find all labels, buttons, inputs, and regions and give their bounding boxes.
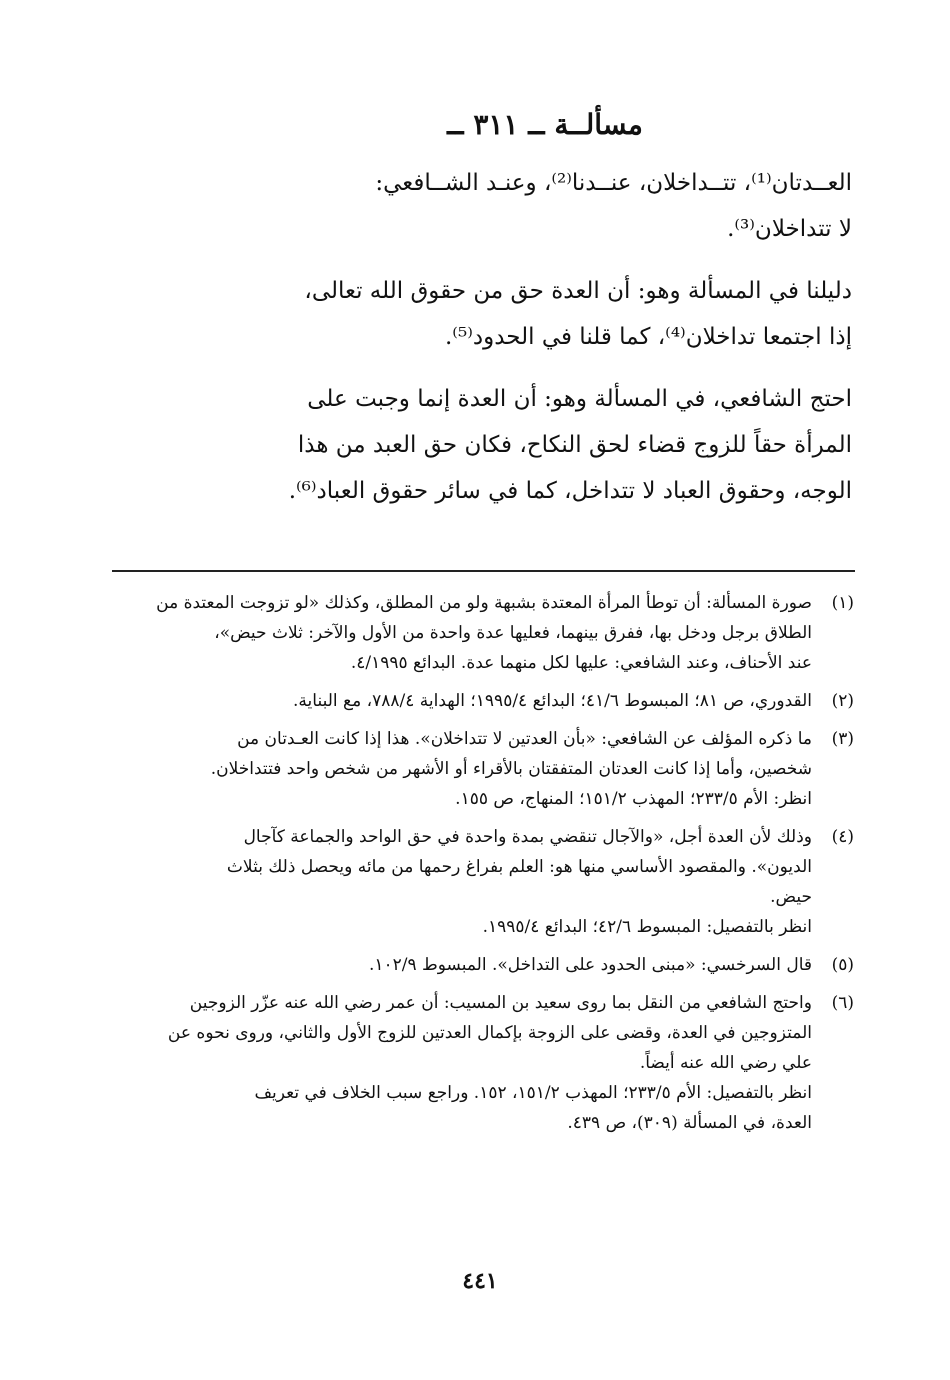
text-line: لا تتداخلان⁽³⁾. — [727, 216, 852, 242]
footnote-line: القدوري، ص ٨١؛ المبسوط ٤١/٦؛ البدائع ١٩٩٥/٤؛ الهداية ٧٨٨/٤، مع البناية. — [293, 691, 812, 711]
footnote-line: عند الأحناف، وعند الشافعي: عليها لكل منهما عدة. البدائع ٤/١٩٩٥. — [350, 653, 812, 673]
footnote-line: حيض. — [770, 887, 812, 907]
text-line: إذا اجتمعا تداخلان⁽⁴⁾، كما قلنا في الحدود⁽⁵⁾. — [445, 324, 852, 350]
text-line: دليلنا في المسألة وهو: أن العدة حق من حقوق الله تعالى، — [304, 278, 852, 304]
footnotes — [104, 588, 854, 1146]
paragraph-1 — [262, 160, 852, 252]
footnote-2 — [104, 686, 854, 716]
footnote-number: (٥) — [831, 955, 854, 975]
footnote-line: ما ذكره المؤلف عن الشافعي: «بأن العدتين لا تتداخلان». هذا إذا كانت العـدتان من — [237, 729, 812, 749]
footnote-number: (٢) — [831, 691, 854, 711]
text-line: المرأة حقاً للزوج قضاء لحق النكاح، فكان حق العبد من هذا — [297, 432, 852, 458]
footnote-line: وذلك لأن العدة أجل، «والآجال تنقضي بمدة واحدة في حق الواحد والجماعة كآجال — [243, 827, 812, 847]
footnote-line: المتزوجين في العدة، وقضى على الزوجة بإكمال العدتين للزوج الأول والثاني، وروى نحوه عن — [167, 1023, 812, 1043]
footnote-line: العدة، في المسألة (٣٠٩)، ص ٤٣٩. — [567, 1113, 812, 1133]
footnote-line: شخصين، وأما إذا كانت العدتان المتفقتان بالأقراء أو الأشهر من شخص واحد فتتداخلان. — [210, 759, 812, 779]
footnote-number: (٤) — [831, 827, 854, 847]
footnote-number: (٦) — [831, 993, 854, 1013]
footnote-3 — [104, 724, 854, 814]
paragraph-3 — [262, 376, 852, 514]
page-number: ٤٤١ — [462, 1268, 498, 1294]
footnote-line: علي رضي الله عنه أيضاً. — [639, 1053, 812, 1073]
footnote-line: الطلاق برجل ودخل بها، ففرق بينهما، فعليها عدة واحدة من الأول والآخر: ثلاث حيض»، — [214, 623, 812, 643]
footnote-number: (١) — [831, 593, 854, 613]
text-line: الوجه، وحقوق العباد لا تتداخل، كما في سائر حقوق العباد⁽⁶⁾. — [288, 478, 852, 504]
footnote-line: انظر بالتفصيل: الأم ٢٣٣/٥؛ المهذب ١٥١/٢، ١٥٢. وراجع سبب الخلاف في تعريف — [254, 1083, 812, 1103]
footnote-line: الديون». والمقصود الأساسي منها هو: العلم بفراغ رحمها من مائه ويحصل ذلك بثلاث — [226, 857, 812, 877]
footnote-1 — [104, 588, 854, 678]
footnote-line: صورة المسألة: أن توطأ المرأة المعتدة بشبهة ولو من المطلق، وكذلك «لو تزوجت المعتدة من — [156, 593, 812, 613]
text-line: العــدتان⁽¹⁾، تتــداخلان، عنــدنا⁽²⁾، وعنـد الشــافعي: — [375, 170, 852, 196]
footnote-line: واحتج الشافعي من النقل بما روى سعيد بن المسيب: أن عمر رضي الله عنه عزّر الزوجين — [189, 993, 812, 1013]
footnote-line: قال السرخسي: «مبنى الحدود على التداخل». المبسوط ١٠٢/٩. — [368, 955, 812, 975]
footnote-line: انظر: الأم ٢٣٣/٥؛ المهذب ١٥١/٢؛ المنهاج، ص ١٥٥. — [455, 789, 812, 809]
footnote-number: (٣) — [831, 729, 854, 749]
footnote-6 — [104, 988, 854, 1138]
paragraph-2 — [262, 268, 852, 360]
footnote-divider — [112, 570, 855, 572]
main-text — [262, 160, 852, 514]
text-line: احتج الشافعي، في المسألة وهو: أن العدة إنما وجبت على — [307, 386, 852, 412]
issue-title: مسألــة ــ ٣١١ ــ — [447, 108, 643, 141]
footnote-4 — [104, 822, 854, 942]
footnote-line: انظر بالتفصيل: المبسوط ٤٢/٦؛ البدائع ١٩٩٥/٤. — [482, 917, 812, 937]
footnote-5 — [104, 950, 854, 980]
